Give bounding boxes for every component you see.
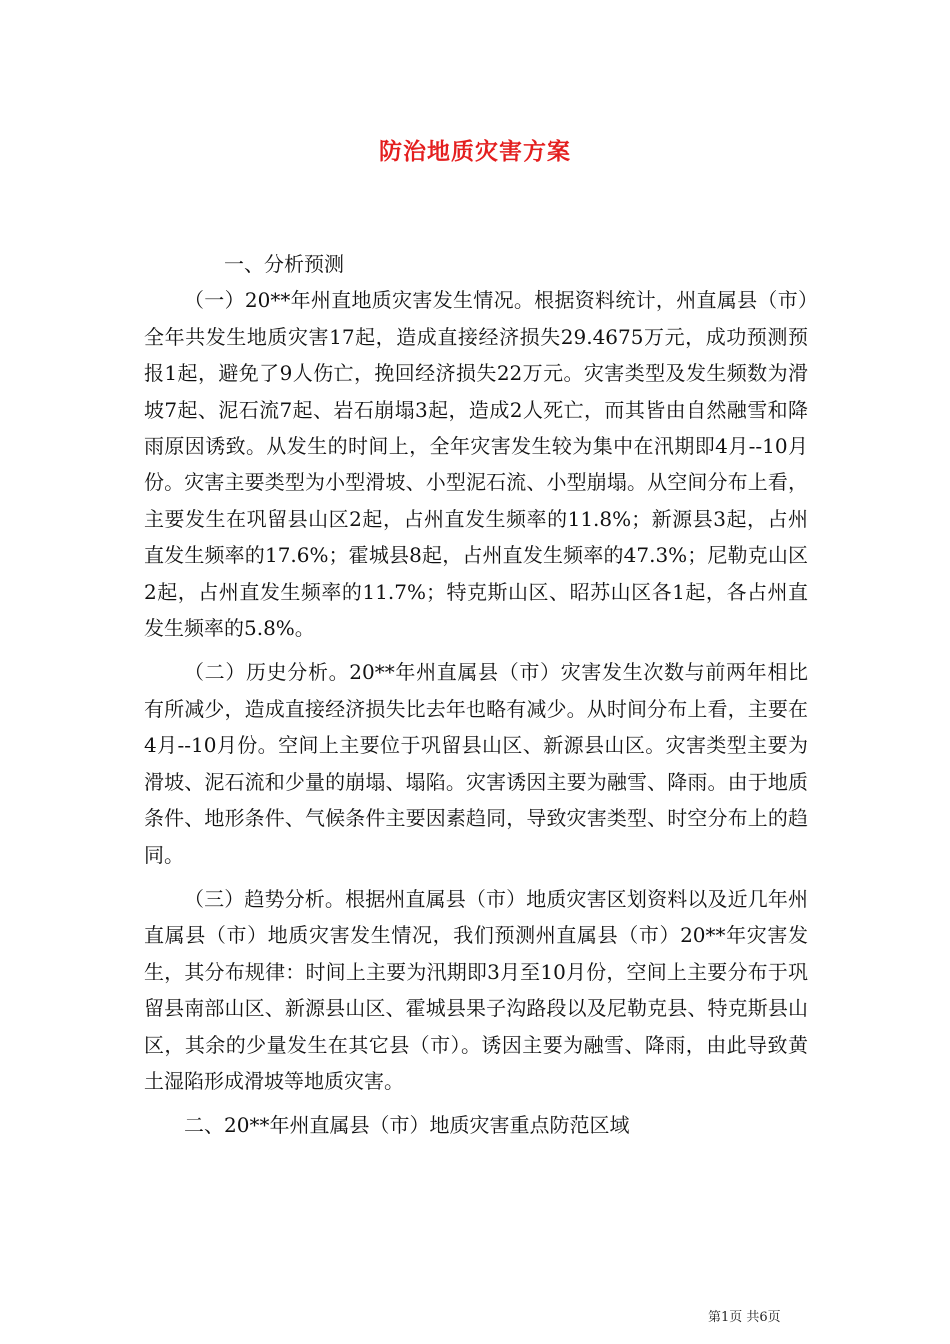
section-heading-key-areas: 二、20**年州直属县（市）地质灾害重点防范区域	[184, 1113, 630, 1138]
document-title: 防治地质灾害方案	[379, 138, 571, 165]
paragraph-occurrence: （一）20**年州直地质灾害发生情况。根据资料统计，州直属县（市）全年共发生地质灾害17起，造成直接经济损失29.4675万元，成功预测预报1起，避免了9人伤亡，挽回经济损失22万元。灾害类型及发生频数为滑坡7起、泥石流7起、岩石崩塌3起，造成2人死亡，而其皆由自然融雪和降雨原因诱致。从发生的时间上，全年灾害发生较为集中在汛期即4月--10月份。灾害主要类型为小型滑坡、小型泥石流、小型崩塌。从空间分布上看，主要发生在巩留县山区2起，占州直发生频率的11.8%；新源县3起，占州直发生频率的17.6%；霍城县8起，占州直发生频率的47.3%；尼勒克山区2起，占州直发生频率的11.7%；特克斯山区、昭苏山区各1起，各占州直发生频率的5.8%。	[144, 288, 808, 641]
paragraph-history: （二）历史分析。20**年州直属县（市）灾害发生次数与前两年相比有所减少，造成直接经济损失比去年也略有减少。从时间分布上看，主要在4月--10月份。空间上主要位于巩留县山区、新源县山区。灾害类型主要为滑坡、泥石流和少量的崩塌、塌陷。灾害诱因主要为融雪、降雨。由于地质条件、地形条件、气候条件主要因素趋同，导致灾害类型、时空分布上的趋同。	[144, 660, 808, 867]
paragraph-gap	[144, 1099, 808, 1107]
paragraph-gap	[144, 646, 808, 654]
paragraph-gap	[144, 873, 808, 881]
document-body	[144, 246, 808, 1144]
paragraph-trend: （三）趋势分析。根据州直属县（市）地质灾害区划资料以及近几年州直属县（市）地质灾害发生情况，我们预测州直属县（市）20**年灾害发生，其分布规律：时间上主要为汛期即3月至10月份，空间上主要分布于巩留县南部山区、新源县山区、霍城县果子沟路段以及尼勒克县、特克斯县山区，其余的少量发生在其它县（市）。诱因主要为融雪、降雨，由此导致黄土湿陷形成滑坡等地质灾害。	[144, 886, 808, 1093]
page-number: 第1页 共6页	[708, 1310, 781, 1325]
section-heading-analysis: 一、分析预测	[224, 252, 344, 276]
